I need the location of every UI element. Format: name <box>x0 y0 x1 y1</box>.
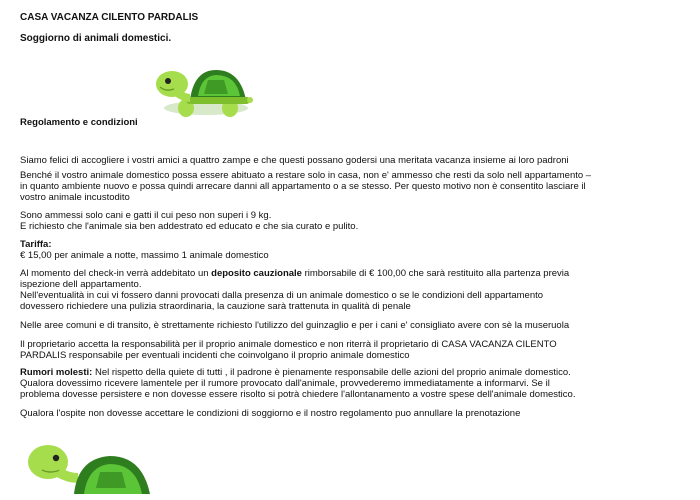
noise-text: Nel rispetto della quiete di tutti , il padrone è pienamente responsabile delle azioni del proprio animale domestico. <box>92 367 571 378</box>
paragraph-deposit-line-4: dovessero richiedere una pulizia straordinaria, la cauzione sarà trattenuta in qualità di penale <box>20 301 411 312</box>
noise-label: Rumori molesti: <box>20 367 93 378</box>
turtle-illustration-bottom <box>14 438 164 496</box>
paragraph-allowed-pets-line-1: Sono ammessi solo cani e gatti il cui peso non superi i 9 kg. <box>20 210 272 221</box>
paragraph-unattended-line-3: vostro animale incustodito <box>20 192 130 203</box>
paragraph-cancellation: Qualora l'ospite non dovesse accettare le condizioni di soggiorno e il nostro regolamento puo annullare la prenotazione <box>20 408 521 419</box>
paragraph-welcome: Siamo felici di accogliere i vostri amici a quattro zampe e che questi possano godersi una meritata vacanza insieme ai loro padroni <box>20 155 569 166</box>
deposit-text-end: rimborsabile di € 100,00 che sarà restituito alla partenza previa <box>301 268 570 279</box>
paragraph-deposit-line-2: ispezione dell appartamento. <box>20 279 142 290</box>
document-title: CASA VACANZA CILENTO PARDALIS <box>20 12 199 23</box>
paragraph-unattended-line-1: Benché il vostro animale domestico possa essere abituato a restare solo in casa, non e' ammesso che resti da solo nell appartamento – <box>20 170 592 181</box>
section-heading: Regolamento e condizioni <box>20 117 138 128</box>
paragraph-responsibility-line-2: PARDALIS responsabile per eventuali incidenti che coinvolgano il proprio animale domestico <box>20 350 410 361</box>
turtle-illustration-top <box>146 64 256 120</box>
paragraph-deposit-line-1 <box>20 268 569 279</box>
deposit-text-start: Al momento del check-in verrà addebitato un <box>20 268 212 279</box>
paragraph-responsibility-line-1: Il proprietario accetta la responsabilità per il proprio animale domestico e non riterrà il proprietario di CASA VACANZA CILENTO <box>20 339 557 350</box>
paragraph-deposit-line-3: Nell'eventualità in cui vi fossero danni provocati dalla presenza di un animale domestico o se le condizioni dell appartamento <box>20 290 544 301</box>
paragraph-unattended-line-2: in quanto ambiente nuovo e possa quindi arrecare danni all appartamento o a se stesso. Per questo motivo non è consentito lasciare il <box>20 181 586 192</box>
tariff-value: € 15,00 per animale a notte, massimo 1 animale domestico <box>20 250 269 261</box>
document-subtitle: Soggiorno di animali domestici. <box>20 33 172 44</box>
deposit-keyword: deposito cauzionale <box>211 268 302 279</box>
paragraph-noise-line-2: Qualora dovessimo ricevere lamentele per il rumore provocato dall'animale, provvederemo immediatamente a informarvi. Se il <box>20 378 550 389</box>
paragraph-noise-line-1 <box>20 367 571 378</box>
tariff-label: Tariffa: <box>20 239 52 250</box>
paragraph-noise-line-3: problema dovesse persistere e non dovesse essere risolto si potrà chiedere l'allontanamento a vostre spese dell'animale domestico. <box>20 389 576 400</box>
paragraph-leash: Nelle aree comuni e di transito, è strettamente richiesto l'utilizzo del guinzaglio e per i cani e' consigliato avere con sè la museruola <box>20 320 570 331</box>
paragraph-allowed-pets-line-2: E richiesto che l'animale sia ben addestrato ed educato e che sia curato e pulito. <box>20 221 359 232</box>
